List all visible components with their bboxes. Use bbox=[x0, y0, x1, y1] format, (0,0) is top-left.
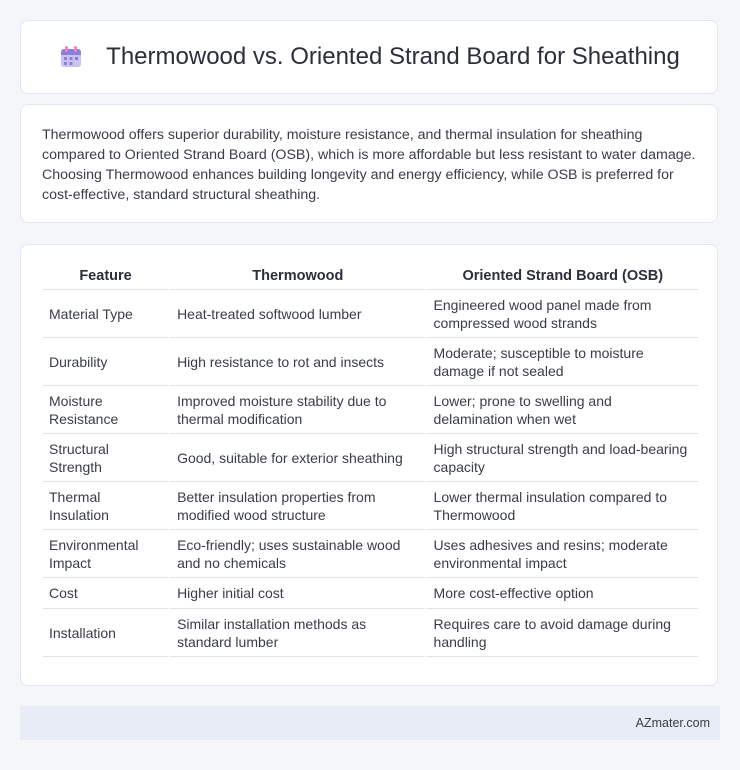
feature-cell: Durability bbox=[43, 338, 168, 386]
comparison-table bbox=[43, 263, 698, 657]
table-row bbox=[43, 434, 698, 482]
table-row bbox=[43, 578, 698, 609]
feature-cell: Installation bbox=[43, 609, 168, 657]
table-row bbox=[43, 609, 698, 657]
calendar-icon bbox=[58, 44, 84, 70]
table-header-row bbox=[43, 263, 698, 290]
feature-cell: Environmental Impact bbox=[43, 530, 168, 578]
title-card bbox=[20, 20, 718, 94]
osb-cell: Moderate; susceptible to moisture damage if not sealed bbox=[425, 338, 698, 386]
page-title: Thermowood vs. Oriented Strand Board for Sheathing bbox=[106, 43, 680, 70]
thermowood-cell: Improved moisture stability due to thermal modification bbox=[168, 386, 424, 434]
header-osb: Oriented Strand Board (OSB) bbox=[425, 263, 698, 290]
feature-cell: Structural Strength bbox=[43, 434, 168, 482]
thermowood-cell: Higher initial cost bbox=[168, 578, 424, 609]
thermowood-cell: Better insulation properties from modified wood structure bbox=[168, 482, 424, 530]
table-row bbox=[43, 386, 698, 434]
thermowood-cell: Similar installation methods as standard lumber bbox=[168, 609, 424, 657]
feature-cell: Moisture Resistance bbox=[43, 386, 168, 434]
osb-cell: Lower; prone to swelling and delamination when wet bbox=[425, 386, 698, 434]
thermowood-cell: Eco-friendly; uses sustainable wood and no chemicals bbox=[168, 530, 424, 578]
summary-text: Thermowood offers superior durability, moisture resistance, and thermal insulation for sheathing compared to Oriented Strand Board (OSB), which is more affordable but less resistant to water damage. Choosing Thermowood enhances building longevity and energy efficiency, while OSB is preferred for cost-effective, standard structural sheathing. bbox=[42, 127, 696, 203]
osb-cell: High structural strength and load-bearing capacity bbox=[425, 434, 698, 482]
table-row bbox=[43, 530, 698, 578]
summary-card bbox=[20, 104, 718, 223]
table-row bbox=[43, 482, 698, 530]
thermowood-cell: High resistance to rot and insects bbox=[168, 338, 424, 386]
footer bbox=[20, 706, 720, 740]
osb-cell: Requires care to avoid damage during handling bbox=[425, 609, 698, 657]
comparison-table-card bbox=[20, 244, 718, 686]
osb-cell: More cost-effective option bbox=[425, 578, 698, 609]
footer-brand[interactable]: AZmater.com bbox=[635, 716, 710, 730]
table-row bbox=[43, 290, 698, 338]
header-feature: Feature bbox=[43, 263, 168, 290]
thermowood-cell: Good, suitable for exterior sheathing bbox=[168, 434, 424, 482]
osb-cell: Engineered wood panel made from compressed wood strands bbox=[425, 290, 698, 338]
feature-cell: Cost bbox=[43, 578, 168, 609]
header-thermowood: Thermowood bbox=[168, 263, 424, 290]
osb-cell: Lower thermal insulation compared to Thermowood bbox=[425, 482, 698, 530]
table-row bbox=[43, 338, 698, 386]
osb-cell: Uses adhesives and resins; moderate environmental impact bbox=[425, 530, 698, 578]
feature-cell: Material Type bbox=[43, 290, 168, 338]
feature-cell: Thermal Insulation bbox=[43, 482, 168, 530]
thermowood-cell: Heat-treated softwood lumber bbox=[168, 290, 424, 338]
